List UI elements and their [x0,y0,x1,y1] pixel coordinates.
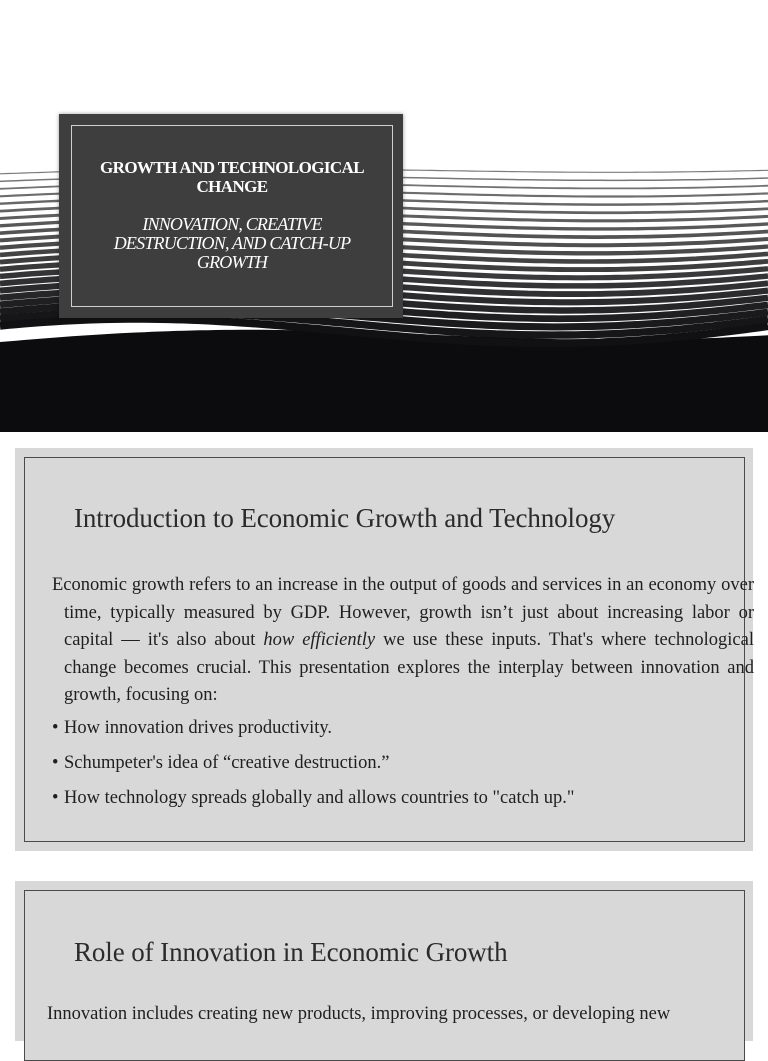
cover-subtitle: INNOVATION, CREATIVE DESTRUCTION, AND CATCH-UP GROWTH [113,214,351,272]
intro-slide-frame [24,457,754,842]
intro-paragraph-end: we use these inputs. That's where technological change becomes crucial. This presentation explores the interplay between innovation and growth, focusing on: [64,630,754,706]
bullet-icon: • [52,718,59,738]
intro-paragraph [52,572,754,710]
cover-title: GROWTH AND TECHNOLOGICAL CHANGE [100,158,364,196]
innovation-slide-frame [24,890,745,1061]
cover-title-box [59,114,403,318]
innovation-paragraph: Innovation includes creating new products, improving processes, or developing new [47,1004,671,1024]
cover-slide [0,0,768,432]
innovation-slide [15,881,753,1041]
bullet-text: How innovation drives productivity. [64,718,333,738]
bullet-icon: • [52,788,59,808]
intro-paragraph-start: Economic growth refers to an increase in the output of goods and services in an economy over time, typically measured by GDP. However, growth isn’t just about increasing labor or capital — it's also about [52,575,754,651]
bullet-text: How technology spreads globally and allows countries to "catch up." [64,788,575,808]
list-item [52,715,574,750]
intro-heading: Introduction to Economic Growth and Technology [74,503,616,533]
intro-paragraph-emphasis: how efficiently [263,630,376,651]
list-item [52,785,574,820]
intro-bullet-list [52,715,574,820]
bullet-icon: • [52,753,59,773]
intro-slide [15,448,753,851]
cover-title-frame [71,125,393,307]
innovation-heading: Role of Innovation in Economic Growth [74,937,508,967]
list-item [52,750,574,785]
bullet-text: Schumpeter's idea of “creative destruction.” [64,753,390,773]
